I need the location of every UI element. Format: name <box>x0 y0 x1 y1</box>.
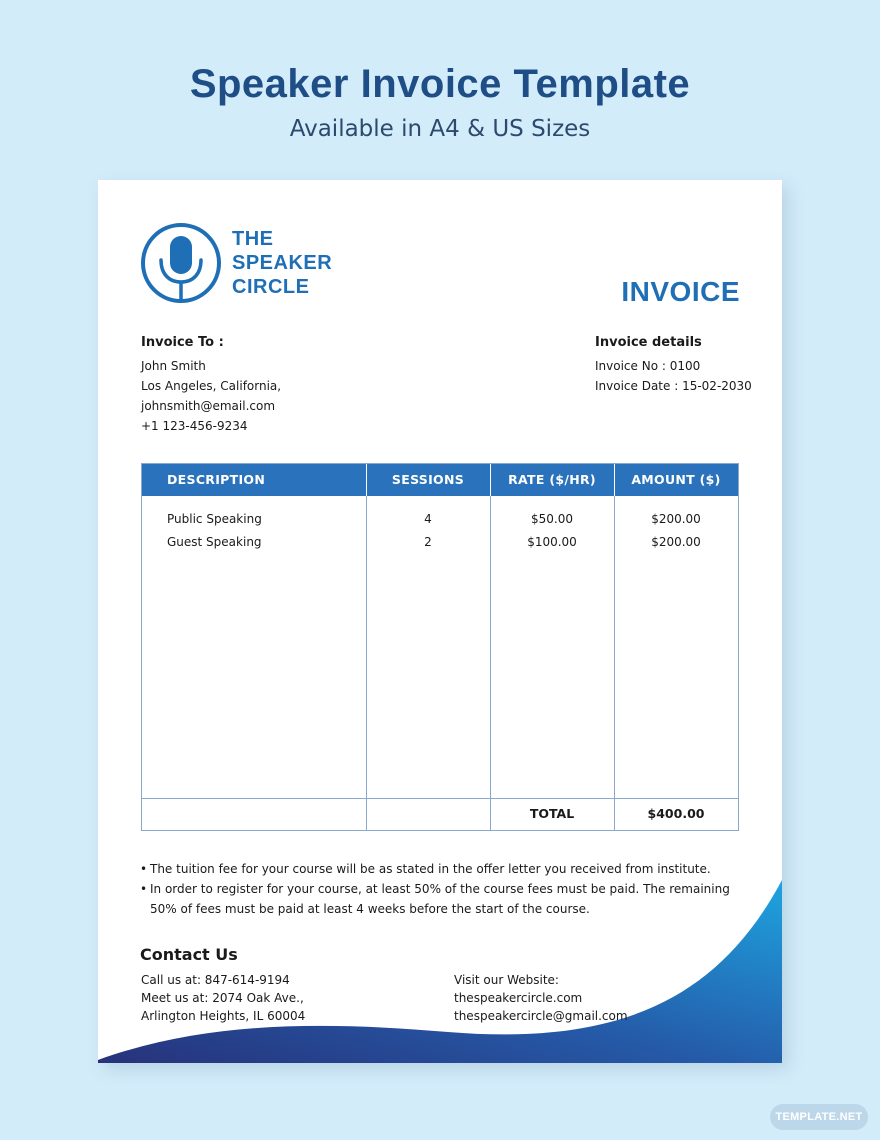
header-description: DESCRIPTION <box>167 472 266 487</box>
row-2-description: Guest Speaking <box>167 535 262 549</box>
client-email: johnsmith@email.com <box>141 399 276 413</box>
contact-phone: Call us at: 847-614-9194 <box>141 973 290 987</box>
template-watermark: TEMPLATE.NET <box>770 1104 868 1130</box>
invoice-sheet <box>98 180 782 1063</box>
client-location: Los Angeles, California, <box>141 379 282 393</box>
invoice-number: Invoice No : 0100 <box>595 359 701 373</box>
row-2-sessions: 2 <box>424 535 432 549</box>
contact-email: thespeakercircle@gmail.com <box>454 1009 628 1023</box>
client-phone: +1 123-456-9234 <box>141 419 248 433</box>
contact-city: Arlington Heights, IL 60004 <box>141 1009 306 1023</box>
note-item: • In order to register for your course, at least 50% of the course fees must be paid. The remaining 50% of fees must be paid at least 4 weeks before the start of the course. <box>140 882 730 916</box>
header-amount: AMOUNT ($) <box>631 472 721 487</box>
contact-heading: Contact Us <box>140 945 238 964</box>
header-divider <box>490 464 491 496</box>
row-2-amount: $200.00 <box>651 535 701 549</box>
invoice-heading: INVOICE <box>621 276 740 307</box>
contact-web-block <box>454 971 628 1025</box>
header-divider <box>366 464 367 496</box>
brand-line-3: CIRCLE <box>232 276 310 298</box>
total-label: TOTAL <box>529 806 575 821</box>
note-text: In order to register for your course, at least 50% of the course fees must be paid. The remaining 50% of fees must be paid at least 4 weeks before the start of the course. <box>150 882 730 916</box>
brand-line-2: SPEAKER <box>232 252 333 274</box>
page-subtitle: Available in A4 & US Sizes <box>289 116 591 142</box>
invoice-details-block <box>595 335 752 396</box>
brand-line-1: THE <box>232 228 274 250</box>
invoice-details-heading: Invoice details <box>595 335 702 350</box>
microphone-logo-icon <box>140 222 222 304</box>
header-sessions: SESSIONS <box>391 472 465 487</box>
contact-address-block <box>141 971 305 1025</box>
total-value: $400.00 <box>647 806 705 821</box>
invoice-table <box>141 463 739 831</box>
note-text: The tuition fee for your course will be as stated in the offer letter you received from institute. <box>150 862 711 876</box>
row-1-description: Public Speaking <box>167 512 262 526</box>
terms-notes <box>140 859 740 919</box>
header-rate: RATE ($/HR) <box>508 472 596 487</box>
invoice-to-heading: Invoice To : <box>141 335 224 350</box>
page-title: Speaker Invoice Template <box>189 62 691 106</box>
row-1-rate: $50.00 <box>531 512 573 526</box>
contact-visit-label: Visit our Website: <box>454 973 559 987</box>
row-2-rate: $100.00 <box>527 535 577 549</box>
brand-name <box>232 227 332 299</box>
note-item: • The tuition fee for your course will be as stated in the offer letter you received from institute. <box>140 862 711 876</box>
row-1-amount: $200.00 <box>651 512 701 526</box>
contact-address: Meet us at: 2074 Oak Ave., <box>141 991 304 1005</box>
contact-website: thespeakercircle.com <box>454 991 583 1005</box>
client-name: John Smith <box>141 359 206 373</box>
invoice-to-block <box>141 335 281 436</box>
invoice-date: Invoice Date : 15-02-2030 <box>595 379 752 393</box>
header-divider <box>614 464 615 496</box>
row-1-sessions: 4 <box>424 512 432 526</box>
